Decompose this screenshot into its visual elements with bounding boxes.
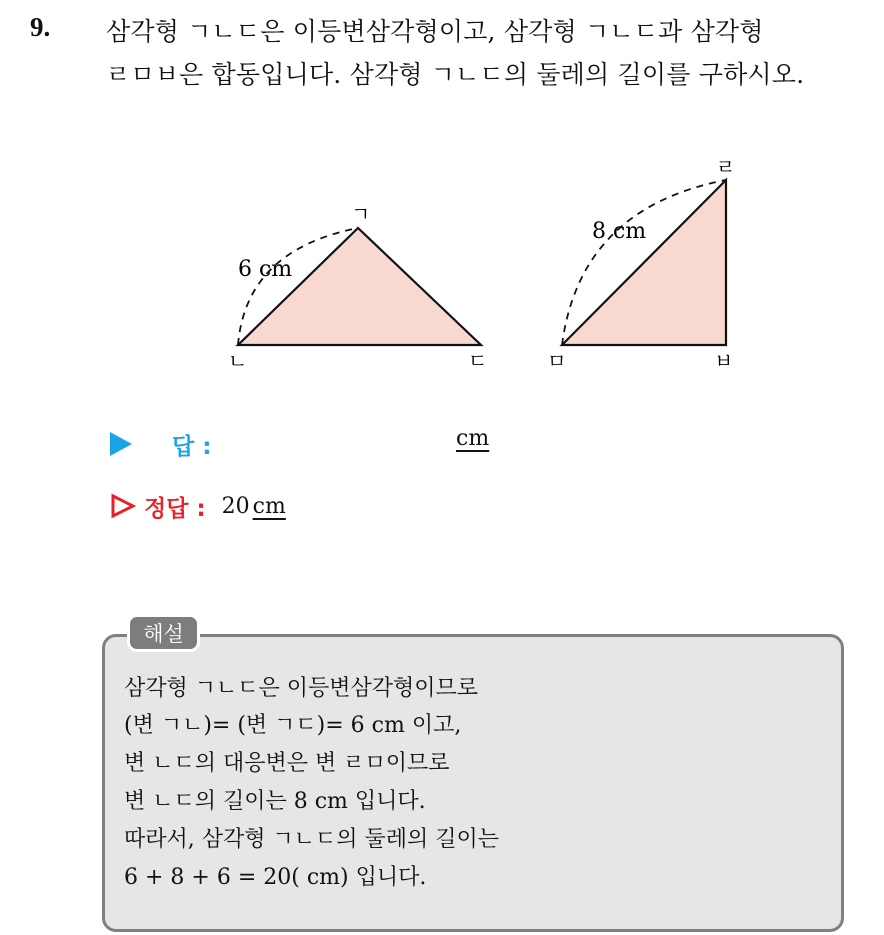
triangle-rmb xyxy=(547,155,735,373)
correct-answer-value: 20 xyxy=(221,493,250,519)
solution-line: (변 ㄱㄴ)= (변 ㄱㄷ)= 6 cm 이고, xyxy=(124,713,462,738)
correct-answer-unit: cm xyxy=(252,493,286,519)
solution-line: 삼각형 ㄱㄴㄷ은 이등변삼각형이므로 xyxy=(124,676,479,701)
triangle-gnd-side-label: 6 cm xyxy=(238,257,293,282)
triangle-figures xyxy=(0,0,884,420)
correct-answer-label: 정답 : xyxy=(144,495,206,522)
triangle-rmb-shape xyxy=(562,180,726,345)
outline-triangle-icon xyxy=(110,493,136,519)
question-text-line-2: ㄹㅁㅂ은 합동입니다. 삼각형 ㄱㄴㄷ의 둘레의 길이를 구하시오. xyxy=(106,60,805,89)
answer-label: 답 : xyxy=(172,433,212,460)
triangle-gnd-shape xyxy=(238,228,481,345)
triangle-gnd xyxy=(228,202,487,373)
vertex-label-d: ㄷ xyxy=(468,349,488,373)
solution-line: 6 + 8 + 6 = 20( cm) 입니다. xyxy=(124,865,427,890)
vertex-label-m: ㅁ xyxy=(547,349,567,373)
solution-tab: 해설 xyxy=(127,614,200,652)
vertex-label-g: ㄱ xyxy=(351,202,371,226)
vertex-label-r: ㄹ xyxy=(716,155,736,179)
question-text-line-1: 삼각형 ㄱㄴㄷ은 이등변삼각형이고, 삼각형 ㄱㄴㄷ과 삼각형 xyxy=(106,17,764,46)
vertex-label-b: ㅂ xyxy=(714,349,734,373)
correct-answer-row xyxy=(110,486,286,526)
play-triangle-icon xyxy=(110,432,132,456)
vertex-label-n: ㄴ xyxy=(228,349,248,373)
answer-unit: cm xyxy=(456,426,490,451)
question-number: 9. xyxy=(30,12,51,42)
solution-line: 따라서, 삼각형 ㄱㄴㄷ의 둘레의 길이는 xyxy=(124,827,499,852)
solution-line: 변 ㄴㄷ의 대응변은 변 ㄹㅁ이므로 xyxy=(124,751,450,776)
triangle-rmb-side-label: 8 cm xyxy=(592,219,647,244)
answer-row xyxy=(110,424,490,464)
solution-line: 변 ㄴㄷ의 길이는 8 cm 입니다. xyxy=(124,789,426,814)
